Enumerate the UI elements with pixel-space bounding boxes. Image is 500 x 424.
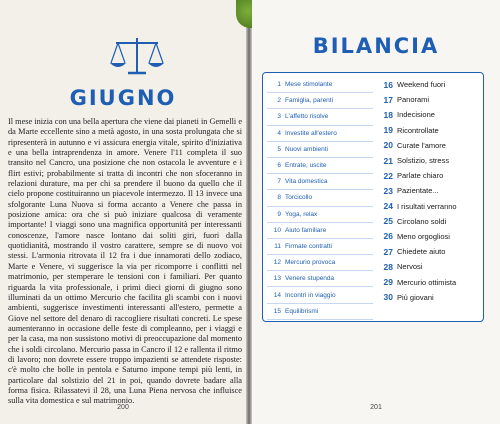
day-number: 4 xyxy=(277,129,281,137)
days-column-2 xyxy=(377,77,481,305)
day-number: 18 xyxy=(383,109,393,120)
day-number: 21 xyxy=(383,155,393,166)
day-label: Yoga, relax xyxy=(285,210,318,218)
day-item xyxy=(267,255,373,271)
month-title: GIUGNO xyxy=(69,86,177,110)
day-item xyxy=(377,92,481,107)
day-item xyxy=(377,274,481,289)
day-number: 1 xyxy=(277,81,281,89)
day-label: Meno orgogliosi xyxy=(397,231,450,241)
day-label: Vita domestica xyxy=(285,178,328,186)
day-label: Nuovi ambienti xyxy=(285,145,328,153)
day-number: 3 xyxy=(277,113,281,121)
day-number: 29 xyxy=(383,277,393,288)
day-number: 11 xyxy=(274,242,281,250)
days-column-1 xyxy=(267,77,373,320)
day-label: Solstizio, stress xyxy=(397,156,450,166)
day-number: 10 xyxy=(273,226,281,234)
day-number: 17 xyxy=(383,94,393,105)
day-label: Chiedete aiuto xyxy=(397,247,446,257)
day-number: 28 xyxy=(383,261,393,272)
day-item xyxy=(267,239,373,255)
day-label: Più giovani xyxy=(397,292,434,302)
left-page xyxy=(0,0,246,424)
horoscope-text xyxy=(8,117,242,407)
day-label: Incontri in viaggio xyxy=(285,291,336,299)
day-number: 25 xyxy=(383,216,393,227)
day-item xyxy=(377,123,481,138)
day-label: I risultati verranno xyxy=(397,201,457,211)
day-number: 5 xyxy=(277,145,281,153)
day-label: Aiuto familiare xyxy=(285,226,327,234)
day-item xyxy=(267,174,373,190)
day-number: 2 xyxy=(277,97,281,105)
day-label: Equilibrismi xyxy=(285,307,319,315)
day-label: Nervosi xyxy=(397,262,423,272)
day-item xyxy=(377,290,481,305)
day-item xyxy=(267,190,373,206)
day-label: Mese stimolante xyxy=(285,81,333,89)
day-label: Curate l'amore xyxy=(397,140,446,150)
day-label: Parlate chiaro xyxy=(397,171,444,181)
day-label: Investite all'estero xyxy=(285,129,337,137)
libra-scale-icon xyxy=(108,36,166,76)
day-label: Ricontrollate xyxy=(397,125,439,135)
day-number: 9 xyxy=(277,210,281,218)
day-label: Circolano soldi xyxy=(397,216,447,226)
day-item xyxy=(377,183,481,198)
day-label: L'affetto risolve xyxy=(285,113,329,121)
day-item xyxy=(267,77,373,93)
day-number: 19 xyxy=(383,125,393,136)
day-label: Mercurio provoca xyxy=(285,259,336,267)
day-number: 23 xyxy=(383,185,393,196)
day-item xyxy=(267,207,373,223)
day-number: 13 xyxy=(273,275,281,283)
day-item xyxy=(267,223,373,239)
page-number-left: 200 xyxy=(117,404,129,411)
day-label: Entrate, uscite xyxy=(285,162,327,170)
day-number: 24 xyxy=(383,201,393,212)
day-label: Torcicollo xyxy=(285,194,313,202)
day-label: Weekend fuori xyxy=(397,80,446,90)
day-number: 7 xyxy=(277,178,281,186)
day-number: 30 xyxy=(383,292,393,303)
paragraph: Il mese inizia con una bella apertura che viene dai pianeti in Gemelli e da Marte eccellente sino a metà agosto, in una sosta prolungata che si ripresenterà in autunno e vi assicura energia vitale, spirito d'iniziativa e una bella intraprendenza in amore. Venere l'11 completa il suo transito nel Cancro, una posizione che non ostacola le avventure e i flirt estivi; probabilmente si tratta di incontri che non sfoceranno in relazioni durature, ma per chi sa prendere il buono da quello che il cielo propone costituiranno un piacevole intermezzo. Il 13 invece una sfolgorante Luna Nuova si forma accanto a Venere che passa in posizione amica: ora che si può iniziare qualcosa di veramente importante! I viaggi sono una magnifica opportunità per interessanti conoscenze, l'amore nasce lontano dai soliti giri, fuori dalla quotidianità, mostrando il vostro carattere, sempre se di nuovo voi stessi. L'armonia ritrovata il 12 fra i due innamorati dello zodiaco, Marte e Venere, vi suggerisce la via per ricomporre i conflitti nel matrimonio, per stemperare le tensioni con i familiari. Per quanto riguarda la vita professionale, i primi dieci giorni di giugno sono illuminati da un ottimo Mercurio che facilita gli scambi con i nuovi ambienti, suggerisce investimenti interessanti all'estero, permette a Giove nel settore del denaro di raccogliere risultati concreti. Le spese aumenteranno in occasione delle feste di compleanno, per i viaggi e per la casa, ma non sussistono motivi di preoccupazione dal momento che i soldi circolano. Mercurio passa in Cancro il 12 e rallenta il ritmo di lavoro; non dovrete essere troppo impazienti se attendete risposte: c'è molto che bolle in pentola e Saturno impone tempi più lenti, in particolare dal solstizio del 21 in poi, quando dovrete badare alla forma fisica. Rilassatevi il 28, una Luna Piena nervosa che influisce sulla vita domestica e sul matrimonio. xyxy=(8,117,242,406)
day-item xyxy=(377,244,481,259)
day-number: 26 xyxy=(383,231,393,242)
day-label: Indecisione xyxy=(397,110,435,120)
day-item xyxy=(267,271,373,287)
day-item xyxy=(377,153,481,168)
day-item xyxy=(377,214,481,229)
right-page xyxy=(252,0,500,424)
day-item xyxy=(377,229,481,244)
day-label: Pazientate... xyxy=(397,186,439,196)
day-item xyxy=(267,287,373,303)
day-item xyxy=(267,126,373,142)
day-item xyxy=(267,158,373,174)
day-item xyxy=(267,93,373,109)
day-number: 27 xyxy=(383,246,393,257)
day-number: 22 xyxy=(383,170,393,181)
day-item xyxy=(267,304,373,320)
day-number: 20 xyxy=(383,140,393,151)
day-label: Venere stupenda xyxy=(285,275,335,283)
sign-title: BILANCIA xyxy=(312,34,440,58)
day-item xyxy=(377,259,481,274)
day-label: Mercurio ottimista xyxy=(397,277,457,287)
daily-forecast-box xyxy=(262,72,484,322)
day-item xyxy=(377,77,481,92)
day-item xyxy=(267,109,373,125)
day-number: 16 xyxy=(383,79,393,90)
day-number: 15 xyxy=(273,307,281,315)
day-label: Firmate contratti xyxy=(285,242,332,250)
day-number: 8 xyxy=(277,194,281,202)
day-number: 12 xyxy=(273,259,281,267)
day-item xyxy=(377,138,481,153)
day-item xyxy=(377,199,481,214)
day-item xyxy=(377,107,481,122)
day-label: Panorami xyxy=(397,95,430,105)
day-item xyxy=(377,168,481,183)
day-label: Famiglia, parenti xyxy=(285,97,334,105)
day-item xyxy=(267,142,373,158)
page-number-right: 201 xyxy=(370,404,382,411)
day-number: 6 xyxy=(277,162,281,170)
day-number: 14 xyxy=(273,291,281,299)
